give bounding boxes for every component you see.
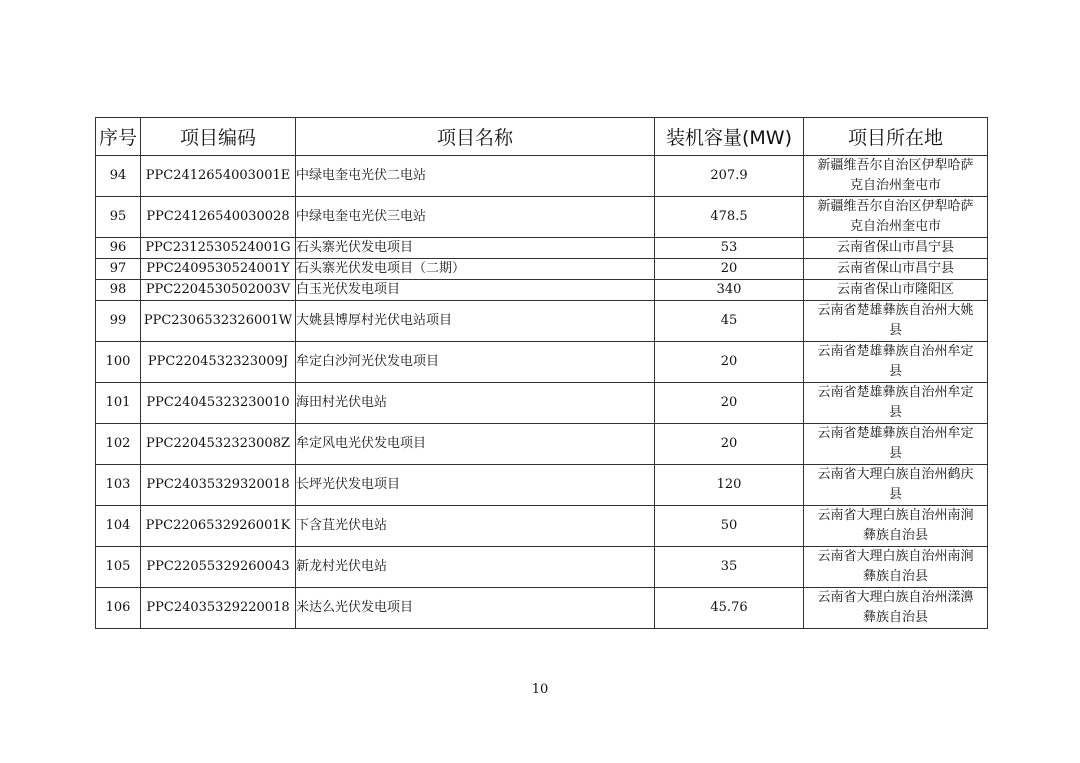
cell-capacity: 53	[655, 238, 804, 259]
cell-project-code: PPC2204532323008Z	[141, 424, 296, 465]
cell-capacity: 478.5	[655, 197, 804, 238]
cell-project-code: PPC2312530524001G	[141, 238, 296, 259]
cell-project-name: 石头寨光伏发电项目（二期）	[296, 259, 655, 280]
cell-location	[804, 197, 988, 238]
cell-project-code: PPC2204532323009J	[141, 342, 296, 383]
cell-project-name: 中绿电奎屯光伏二电站	[296, 156, 655, 197]
cell-project-name: 大姚县博厚村光伏电站项目	[296, 301, 655, 342]
cell-capacity: 45.76	[655, 588, 804, 629]
location-line: 县	[888, 323, 902, 338]
cell-location	[804, 259, 988, 280]
cell-project-name: 石头寨光伏发电项目	[296, 238, 655, 259]
cell-capacity: 20	[655, 259, 804, 280]
cell-location	[804, 547, 988, 588]
cell-serial-number: 95	[96, 197, 141, 238]
cell-project-name: 下含苴光伏电站	[296, 506, 655, 547]
cell-project-code: PPC2412654003001E	[141, 156, 296, 197]
cell-project-name: 米达么光伏发电项目	[296, 588, 655, 629]
cell-project-name: 牟定风电光伏发电项目	[296, 424, 655, 465]
cell-serial-number: 99	[96, 301, 141, 342]
table-row	[96, 197, 988, 238]
table-row	[96, 465, 988, 506]
cell-location	[804, 383, 988, 424]
cell-capacity: 35	[655, 547, 804, 588]
cell-location	[804, 238, 988, 259]
table-row	[96, 424, 988, 465]
location-line: 新疆维吾尔自治区伊犁哈萨	[817, 199, 974, 214]
table-row	[96, 547, 988, 588]
cell-project-name: 中绿电奎屯光伏三电站	[296, 197, 655, 238]
cell-capacity: 50	[655, 506, 804, 547]
location-line: 云南省保山市隆阳区	[836, 282, 954, 297]
cell-project-code: PPC22055329260043	[141, 547, 296, 588]
table-row	[96, 506, 988, 547]
header-project-name: 项目名称	[296, 118, 655, 156]
location-line: 彝族自治县	[862, 569, 928, 584]
location-line: 云南省楚雄彝族自治州大姚	[817, 303, 974, 318]
cell-serial-number: 105	[96, 547, 141, 588]
cell-serial-number: 101	[96, 383, 141, 424]
cell-project-code: PPC24035329320018	[141, 465, 296, 506]
location-line: 县	[888, 446, 902, 461]
cell-location	[804, 342, 988, 383]
location-line: 克自治州奎屯市	[849, 219, 941, 234]
cell-project-code: PPC2204530502003V	[141, 280, 296, 301]
location-line: 云南省楚雄彝族自治州牟定	[817, 344, 974, 359]
cell-serial-number: 97	[96, 259, 141, 280]
cell-location	[804, 301, 988, 342]
location-line: 云南省大理白族自治州漾濞	[817, 590, 974, 605]
location-line: 新疆维吾尔自治区伊犁哈萨	[817, 158, 974, 173]
cell-serial-number: 96	[96, 238, 141, 259]
header-installed-capacity: 装机容量(MW)	[655, 118, 804, 156]
cell-project-code: PPC24035329220018	[141, 588, 296, 629]
cell-capacity: 340	[655, 280, 804, 301]
header-project-code: 项目编码	[141, 118, 296, 156]
cell-project-code: PPC24045323230010	[141, 383, 296, 424]
cell-project-name: 长坪光伏发电项目	[296, 465, 655, 506]
location-line: 彝族自治县	[862, 610, 928, 625]
table-body	[96, 156, 988, 629]
cell-project-name: 海田村光伏电站	[296, 383, 655, 424]
cell-location	[804, 424, 988, 465]
cell-capacity: 20	[655, 383, 804, 424]
cell-capacity: 207.9	[655, 156, 804, 197]
cell-location	[804, 506, 988, 547]
cell-location	[804, 156, 988, 197]
location-line: 县	[888, 364, 902, 379]
location-line: 克自治州奎屯市	[849, 178, 941, 193]
location-line: 云南省楚雄彝族自治州牟定	[817, 426, 974, 441]
cell-serial-number: 100	[96, 342, 141, 383]
cell-location	[804, 465, 988, 506]
table-row	[96, 156, 988, 197]
cell-serial-number: 103	[96, 465, 141, 506]
location-line: 云南省大理白族自治州南涧	[817, 508, 974, 523]
cell-project-code: PPC24126540030028	[141, 197, 296, 238]
cell-serial-number: 98	[96, 280, 141, 301]
cell-capacity: 20	[655, 424, 804, 465]
cell-serial-number: 106	[96, 588, 141, 629]
location-line: 云南省保山市昌宁县	[836, 240, 954, 255]
cell-project-code: PPC2306532326001W	[141, 301, 296, 342]
cell-project-name: 白玉光伏发电项目	[296, 280, 655, 301]
location-line: 云南省大理白族自治州鹤庆	[817, 467, 974, 482]
cell-serial-number: 102	[96, 424, 141, 465]
table-row	[96, 342, 988, 383]
table-header-row	[96, 118, 988, 156]
location-line: 云南省保山市昌宁县	[836, 261, 954, 276]
table-row	[96, 588, 988, 629]
table-row	[96, 259, 988, 280]
page-number: 10	[531, 682, 549, 697]
cell-serial-number: 94	[96, 156, 141, 197]
header-serial-number: 序号	[96, 118, 141, 156]
location-line: 县	[888, 487, 902, 502]
project-table	[95, 117, 988, 629]
location-line: 县	[888, 405, 902, 420]
location-line: 云南省楚雄彝族自治州牟定	[817, 385, 974, 400]
cell-project-code: PPC2409530524001Y	[141, 259, 296, 280]
cell-location	[804, 280, 988, 301]
cell-capacity: 120	[655, 465, 804, 506]
cell-project-code: PPC2206532926001K	[141, 506, 296, 547]
cell-capacity: 20	[655, 342, 804, 383]
location-line: 云南省大理白族自治州南涧	[817, 549, 974, 564]
header-project-location: 项目所在地	[804, 118, 988, 156]
table-row	[96, 280, 988, 301]
cell-location	[804, 588, 988, 629]
cell-serial-number: 104	[96, 506, 141, 547]
cell-project-name: 牟定白沙河光伏发电项目	[296, 342, 655, 383]
table-row	[96, 301, 988, 342]
cell-capacity: 45	[655, 301, 804, 342]
location-line: 彝族自治县	[862, 528, 928, 543]
cell-project-name: 新龙村光伏电站	[296, 547, 655, 588]
table-row	[96, 383, 988, 424]
table-row	[96, 238, 988, 259]
